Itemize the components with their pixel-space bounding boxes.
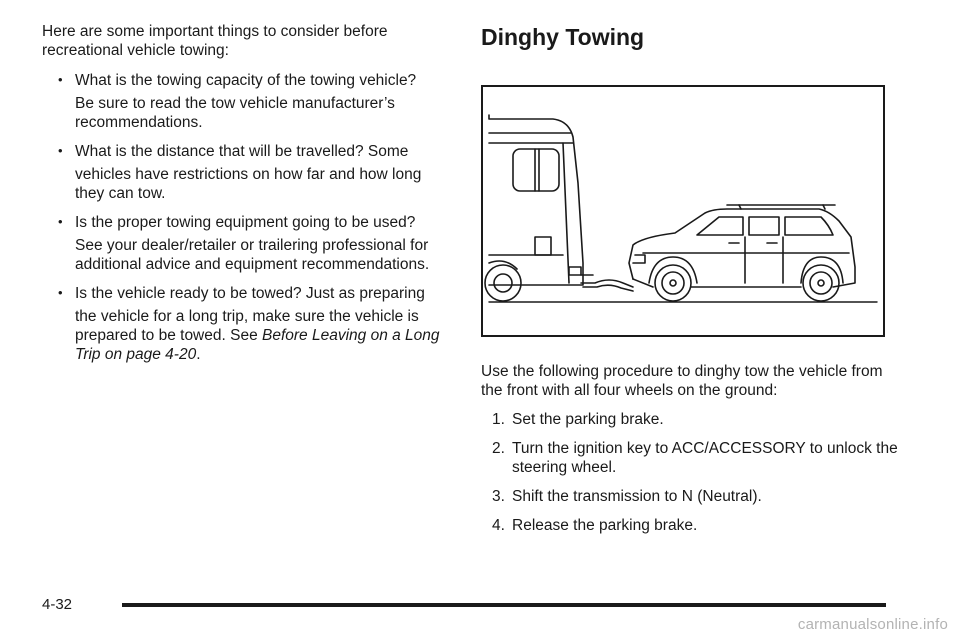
procedure-steps	[481, 410, 901, 535]
list-item: 3. Shift the transmission to N (Neutral).	[492, 488, 762, 505]
list-item: • Is the vehicle ready to be towed? Just as preparing the vehicle for a long trip, make sure the vehicle is prepared to be towed. See Before Leaving on a Long Trip on page 4-20.	[58, 285, 440, 363]
bullet-icon: •	[58, 214, 63, 229]
bullet-icon: •	[58, 285, 63, 300]
bullet-icon: •	[58, 72, 63, 87]
section-heading: Dinghy Towing	[481, 24, 645, 50]
considerations-list	[42, 71, 452, 364]
list-item: 1. Set the parking brake.	[492, 411, 664, 428]
list-item: 2. Turn the ignition key to ACC/ACCESSORY to unlock the steering wheel.	[492, 440, 898, 476]
list-item: • Is the proper towing equipment going to be used? See your dealer/retailer or trailering professional for additional advice and equipment recommendations.	[58, 214, 430, 273]
right-column	[481, 22, 901, 534]
cross-reference-link[interactable]: Before Leaving on a Long Trip on page 4-20	[75, 327, 440, 363]
procedure-section	[481, 362, 901, 545]
list-item: 4. Release the parking brake.	[492, 517, 698, 534]
watermark: carmanualsonline.info	[797, 616, 948, 633]
list-item: • What is the towing capacity of the towing vehicle? Be sure to read the tow vehicle manufacturer’s recommendations.	[58, 72, 417, 131]
page-number: 4-32	[42, 596, 73, 613]
bullet-icon: •	[58, 143, 63, 158]
procedure-intro: Use the following procedure to dinghy tow the vehicle from the front with all four wheels on the ground:	[481, 363, 883, 399]
intro-paragraph: Here are some important things to consider before recreational vehicle towing:	[42, 23, 388, 59]
footer-rule	[122, 603, 886, 607]
list-item: • What is the distance that will be travelled? Some vehicles have restrictions on how far and how long they can tow.	[58, 143, 422, 202]
dinghy-towing-illustration	[481, 85, 885, 337]
left-column	[42, 22, 452, 374]
